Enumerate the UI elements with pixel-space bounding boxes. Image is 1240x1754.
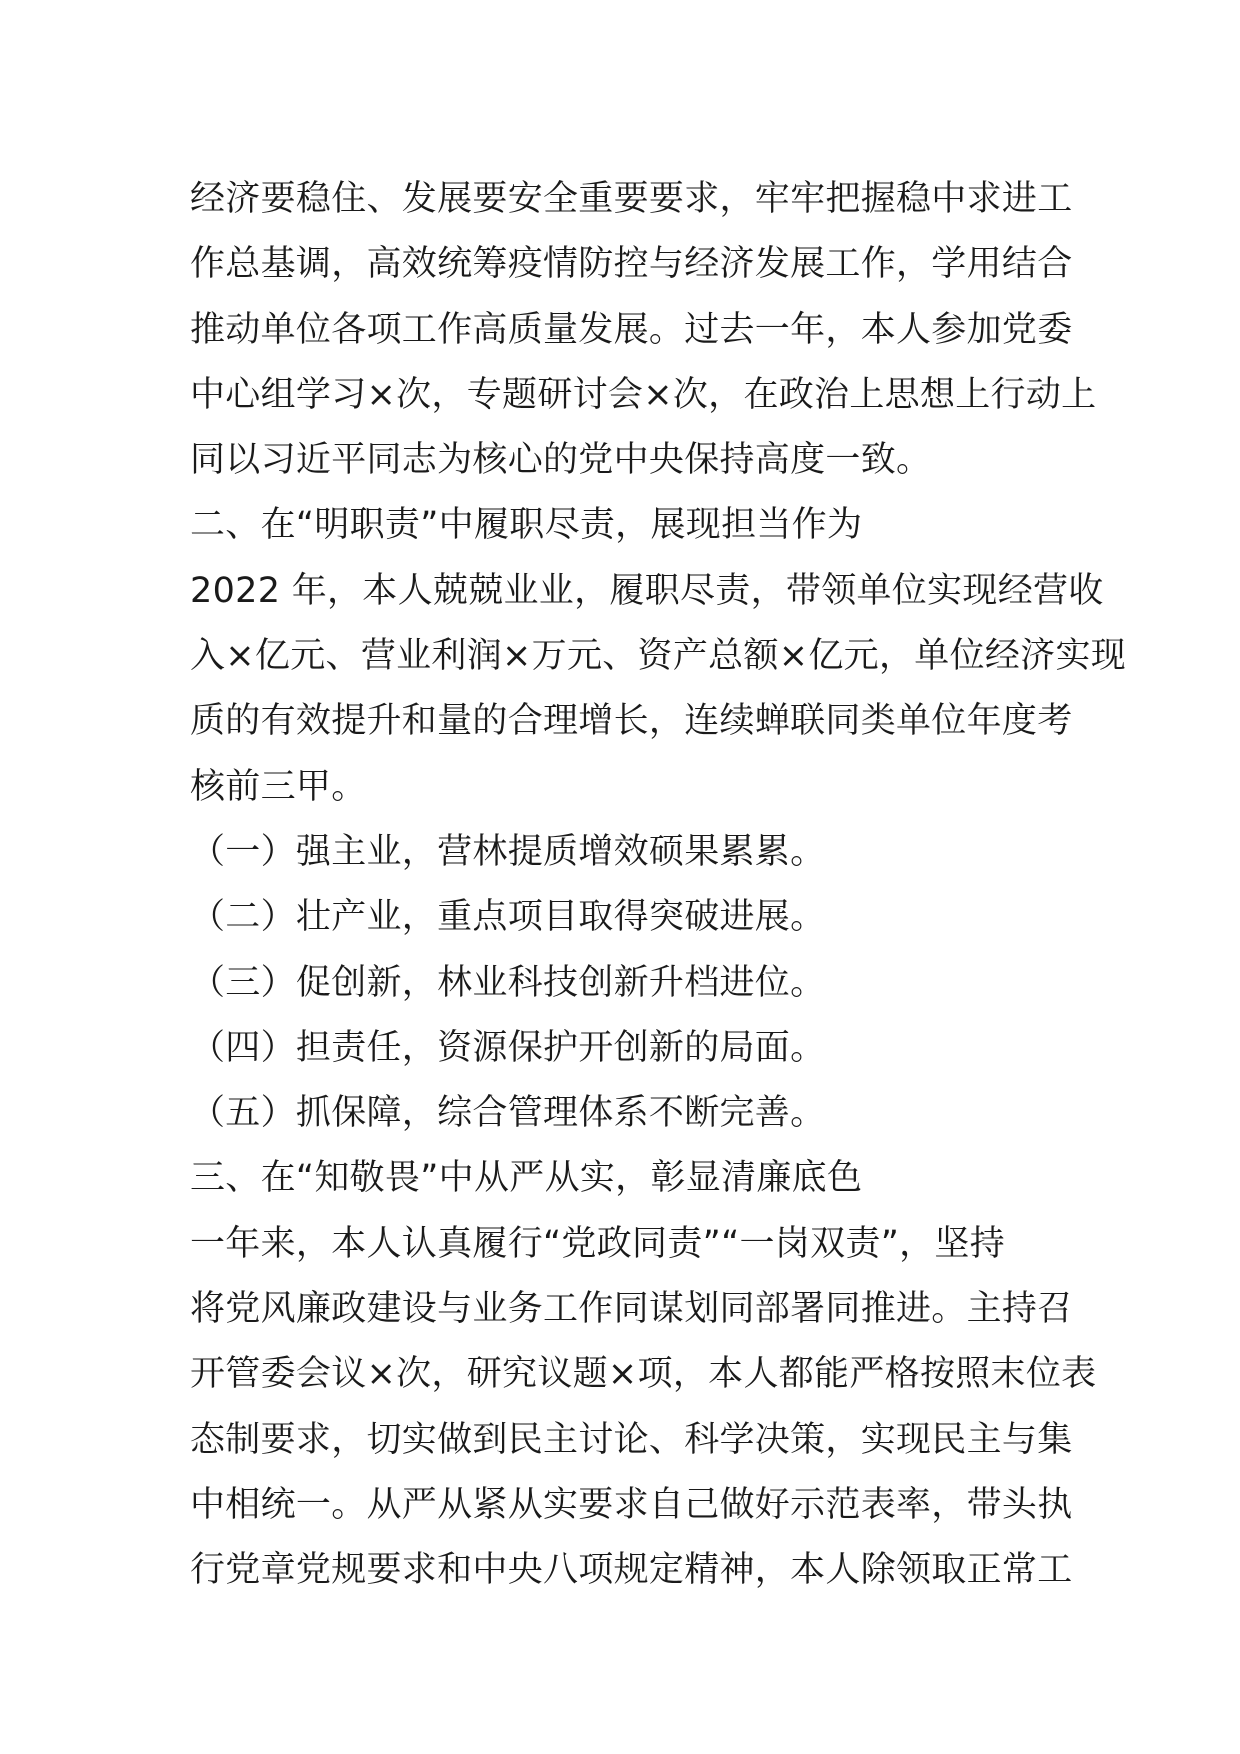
text-line: 质的有效提升和量的合理增长，连续蝉联同类单位年度考	[190, 701, 1073, 742]
text-line: 态制要求，切实做到民主讨论、科学决策，实现民主与集	[190, 1419, 1073, 1460]
section-heading-3: 三、在“知敬畏”中从严从实，彰显清廉底色	[190, 1158, 863, 1199]
subsection-item-4: （四）担责任，资源保护开创新的局面。	[190, 1027, 826, 1068]
text-line: 将党风廉政建设与业务工作同谋划同部署同推进。主持召	[190, 1289, 1073, 1330]
text-line: 中心组学习×次，专题研讨会×次，在政治上思想上行动上	[190, 374, 1097, 415]
section-heading-2: 二、在“明职责”中履职尽责，展现担当作为	[190, 505, 863, 546]
text-line: 中相统一。从严从紧从实要求自己做好示范表率，带头执	[190, 1484, 1073, 1525]
text-line: 经济要稳住、发展要安全重要要求，牢牢把握稳中求进工	[190, 179, 1073, 219]
text-line: 行党章党规要求和中央八项规定精神，本人除领取正常工	[190, 1550, 1073, 1591]
subsection-item-5: （五）抓保障，综合管理体系不断完善。	[190, 1093, 826, 1134]
text-line: 作总基调，高效统筹疫情防控与经济发展工作，学用结合	[190, 244, 1073, 285]
text-line: 一年来，本人认真履行“党政同责”“一岗双责”，坚持	[190, 1223, 1006, 1264]
text-line: 开管委会议×次，研究议题×项，本人都能严格按照末位表	[190, 1354, 1097, 1395]
text-line: 入×亿元、营业利润×万元、资产总额×亿元，单位经济实现	[190, 636, 1127, 677]
text-line: 核前三甲。	[190, 766, 367, 807]
subsection-item-2: （二）壮产业，重点项目取得突破进展。	[190, 897, 826, 938]
text-line: 同以习近平同志为核心的党中央保持高度一致。	[190, 440, 932, 481]
subsection-item-1: （一）强主业，营林提质增效硕果累累。	[190, 831, 826, 872]
subsection-item-3: （三）促创新，林业科技创新升档进位。	[190, 962, 826, 1003]
text-line: 2022 年，本人兢兢业业，履职尽责，带领单位实现经营收	[190, 570, 1104, 611]
document-body	[190, 167, 1127, 1604]
text-line: 推动单位各项工作高质量发展。过去一年，本人参加党委	[190, 309, 1073, 350]
